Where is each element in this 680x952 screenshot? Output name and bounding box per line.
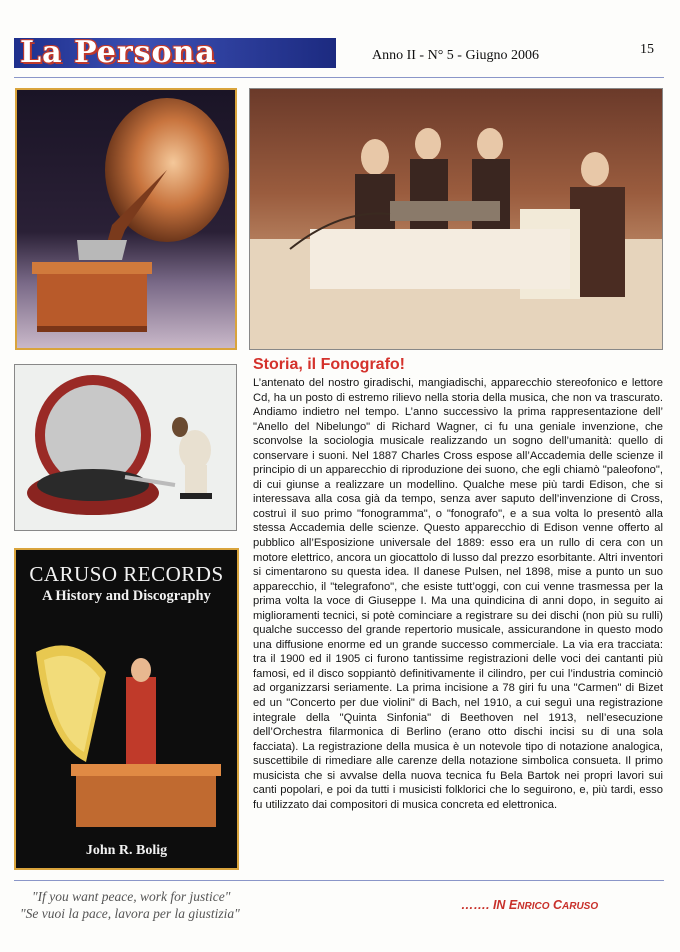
- book-cover-illustration: [16, 612, 237, 837]
- book-author: John R. Bolig: [85, 843, 168, 858]
- article-body: [253, 376, 663, 812]
- signature-part: NRICO: [517, 901, 550, 912]
- signature: [461, 898, 598, 912]
- signature-part: ARUSO: [562, 901, 599, 912]
- page-number: 15: [640, 42, 654, 57]
- header-rule: [14, 77, 664, 78]
- article-title: Storia, il Fonografo!: [253, 356, 405, 373]
- article-paragraph: L’antenato del nostro giradischi, mangiadischi, apparecchio stereofonico e lettore Cd, ha un posto di estremo rilievo nella storia della musica, che non va trascurato. Andiamo indietro nel tempo. L’anno successivo la prima rappresentazione dell’ "Anello del Nibelungo" di Richard Wagner, ci fu una geniale invenzione, che sconvolse la sociologia musicale realizzando un sogno dell’umanità: quello di conservare i suoni. Nel 1887 Charles Cross espose all’Accademia delle scienze il principio di un apparecchio di riproduzione dei suono, che egli chiamò "paleofono", di cui giunse a realizzare un modellino. Qualche mese più tardi Edison, che si interessava alla cosa già da tempo, senza aver saputo dell’invenzione di Cross, costruì il suo primo "fonogramma", o "fonografo", e a sua volta lo presentò alla stessa Accademia delle scienze. Questo apparecchio di Edison venne offerto al pubblico all’Esposizione universale del 1889: esso era un rullo di cera con un motore elettrico, ancora un giocattolo di lusso dal prezzo esorbitante. Altri inventori si cimentarono su questa idea. Il danese Pulsen, nel 1898, mise a punto un suo apparecchio, il "telegrafono", che esiste tutt’oggi, con cui venne trasmessa per la prima volta la voce di Giuseppe I. Ma una quindicina di anni dopo, in seguito ai miglioramenti tecnici, si potè cominciare a registrare su dei dischi (non più su rulli) qualche successo del grande repertorio musicale, assicurandone in questo modo una diffusione enorme ed un grande successo commerciale. La via era tracciata: tra il 1900 ed il 1905 ci furono tantissime registrazioni delle voci dei cantanti più famosi, ed il disco soppiantò definitivamente il cilindro, per cui l’industria cominciò ad organizzarsi seriamente. La prima incisione a 78 giri fu una "Carmen" di Bizet ed un "Concerto per due violini" di Bach, nel 1910, a cui seguì una registrazione integrale della "Quinta Sinfonia" di Beethoven nel 1913, nell’esecuzione dell’Orchestra filarmonica di Berlino (erano otto dischi incisi su di una sola facciata). La registrazione della musica è un notevole tipo di notazione analogica, suscettibile di rimediare alle carenze della notazione simbolica consueta. Il primo musicista che si avvalse della nuova tecnica fu Bela Bartok nei propri lavori sui canti popolari, e poi da tutti i musicisti folklorici che lo seguirono, e, più tardi, esso fu utilizzato dai compositori di musica concreta ed elettronica.: [253, 377, 663, 811]
- footer-rule: [14, 880, 664, 881]
- footer-quote: [20, 888, 240, 922]
- book-title: CARUSO RECORDS: [29, 562, 224, 586]
- gramophone-illustration: [17, 90, 235, 348]
- gramophone-photo: [15, 88, 237, 350]
- portable-gramophone-photo: [14, 364, 237, 531]
- issue-info: Anno II - N° 5 - Giugno 2006: [372, 48, 539, 63]
- book-subtitle: A History and Discography: [42, 588, 211, 604]
- quote-english: "If you want peace, work for justice": [32, 889, 231, 904]
- engraving-illustration: [250, 89, 662, 349]
- quote-italian: "Se vuoi la pace, lavora per la giustizia": [20, 906, 240, 921]
- signature-prefix: ……. IN E: [461, 898, 518, 912]
- signature-part: C: [549, 898, 562, 912]
- masthead-title: La Persona: [20, 38, 216, 68]
- phonograph-engraving: [249, 88, 663, 350]
- masthead-banner: [14, 38, 336, 68]
- book-cover: [14, 548, 239, 870]
- portable-illustration: [15, 365, 236, 530]
